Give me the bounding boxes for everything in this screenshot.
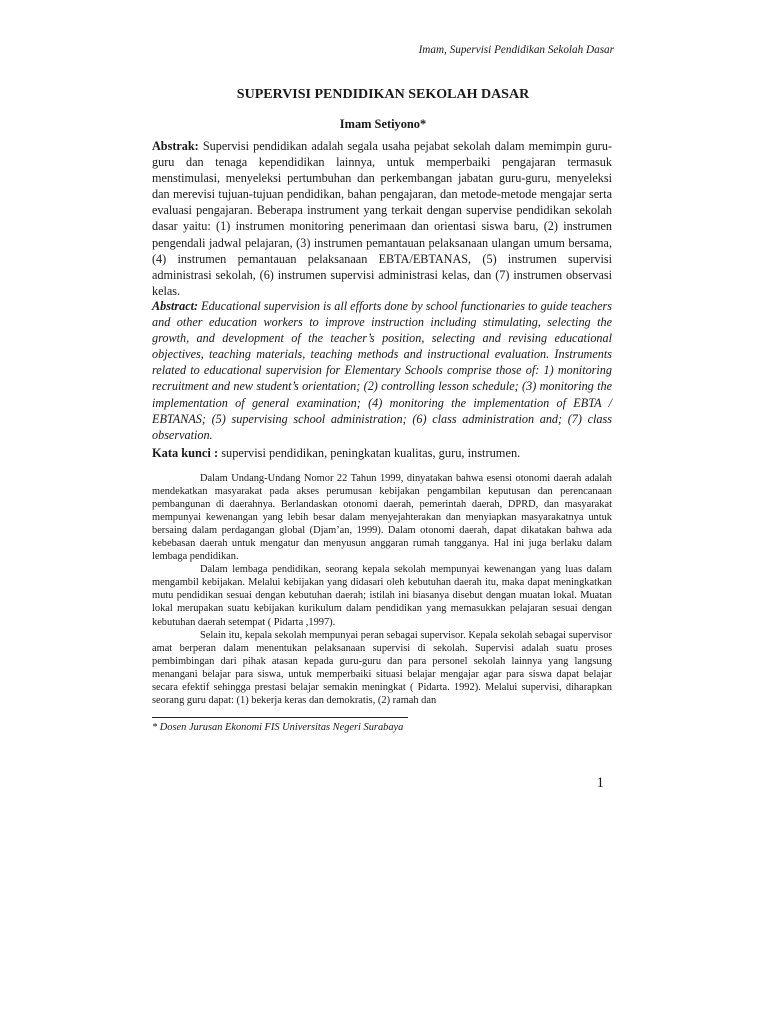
page-number: 1 [596,775,604,791]
abstract-text: Educational supervision is all efforts done by school functionaries to guide teachers and other education workers to improve instruction including stimulating, selecting the growth, and development of the teacher’s position, selecting and revising educational objectives, teaching materials, teaching methods and instructional evaluation. Instruments related to educational supervision for Elementary Schools comprise those of: 1) monitoring recruitment and new student’s orientation; (2) controlling lesson schedule; (3) monitoring the implementation of general examination; (4) monitoring the implementation of EBTA / EBTANAS; (5) supervising school administration; (6) class administration and; (7) class observation. [152,299,612,442]
paper-title: SUPERVISI PENDIDIKAN SEKOLAH DASAR [236,87,530,102]
body-text [152,472,612,707]
keywords-section [152,445,612,461]
abstract-section [152,298,612,443]
footnote: * Dosen Jurusan Ekonomi FIS Universitas Negeri Surabaya [152,722,404,733]
author-name: Imam Setiyono* [339,117,427,131]
abstrak-label: Abstrak: [152,139,199,153]
body-paragraph: Selain itu, kepala sekolah mempunyai peran sebagai supervisor. Kepala sekolah sebagai supervisor amat berperan dalam menentukan pelaksanaan supervisi di sekolah. Supervisi adalah suatu proses pembimbingan dari pihak atasan kepada guru-guru dan para personel sekolah lainnya yang langsung menangani belajar para siswa, untuk memperbaiki situasi belajar mengajar agar para siswa dapat belajar secara efektif sehingga prestasi belajar semakin meningkat ( Pidarta. 1992). Melalui supervisi, diharapkan seorang guru dapat: (1) bekerja keras dan demokratis, (2) ramah dan [152,629,612,706]
footnote-divider [152,717,408,718]
abstrak-text: Supervisi pendidikan adalah segala usaha pejabat sekolah dalam memimpin guru-guru dan tenaga kependidikan lainnya, untuk memperbaiki pengajaran termasuk menstimulasi, menyeleksi pertumbuhan dan perkembangan jabatan guru-guru, menyeleksi dan merevisi tujuan-tujuan pendidikan, bahan pengajaran, dan metode-metode mengajar serta evaluasi pengajaran. Beberapa instrument yang terkait dengan supervise pendidikan sekolah dasar yaitu: (1) instrumen monitoring penerimaan dan orientasi siswa baru, (2) instrumen pengendali jadwal pelajaran, (3) instrumen pemantauan pelaksanaan ulangan umum bersama, (4) instrumen pemantauan pelaksanaan EBTA/EBTANAS, (5) instrumen supervisi administrasi sekolah, (6) instrumen supervisi administrasi kelas, dan (7) instrumen observasi kelas. [152,139,612,298]
body-paragraph: Dalam Undang-Undang Nomor 22 Tahun 1999, dinyatakan bahwa esensi otonomi daerah adalah mendekatkan masyarakat pada akses perumusan kebijakan pengambilan keputusan dan perencanaan pembangunan di daerahnya. Berlandaskan otonomi daerah, pemerintah daerah, DPRD, dan masyarakat mempunyai kewenangan yang lebih besar dalam menyejahterakan dan menyiapkan masyarakatnya untuk bersaing dalam perdagangan global (Djam’an, 1999). Dalam otonomi daerah, dapat dikatakan bahwa ada kebebasan daerah untuk mengatur dan menyusun anggaran rumah tangganya. Hal ini juga berlaku dalam lembaga pendidikan. [152,473,612,563]
keywords-label: Kata kunci : [152,446,219,460]
abstrak-section [152,138,612,299]
abstract-label: Abstract: [152,299,199,313]
keywords-text: supervisi pendidikan, peningkatan kualitas, guru, instrumen. [221,446,521,460]
body-paragraph: Dalam lembaga pendidikan, seorang kepala sekolah mempunyai kewenangan yang luas dalam mengambil kebijakan. Melalui kebijakan yang didasari oleh kebutuhan daerah itu, maka dapat meningkatkan mutu pendidikan sesuai dengan kebutuhan daerah; istilah ini biasanya disebut dengan muatan lokal. Muatan lokal merupakan suatu kebijakan kurikulum dalam pendidikan yang memasukkan pelajaran sesuai dengan kebutuhan daerah setempat ( Pidarta ,1997). [152,564,612,628]
running-head: Imam, Supervisi Pendidikan Sekolah Dasar [418,44,614,56]
